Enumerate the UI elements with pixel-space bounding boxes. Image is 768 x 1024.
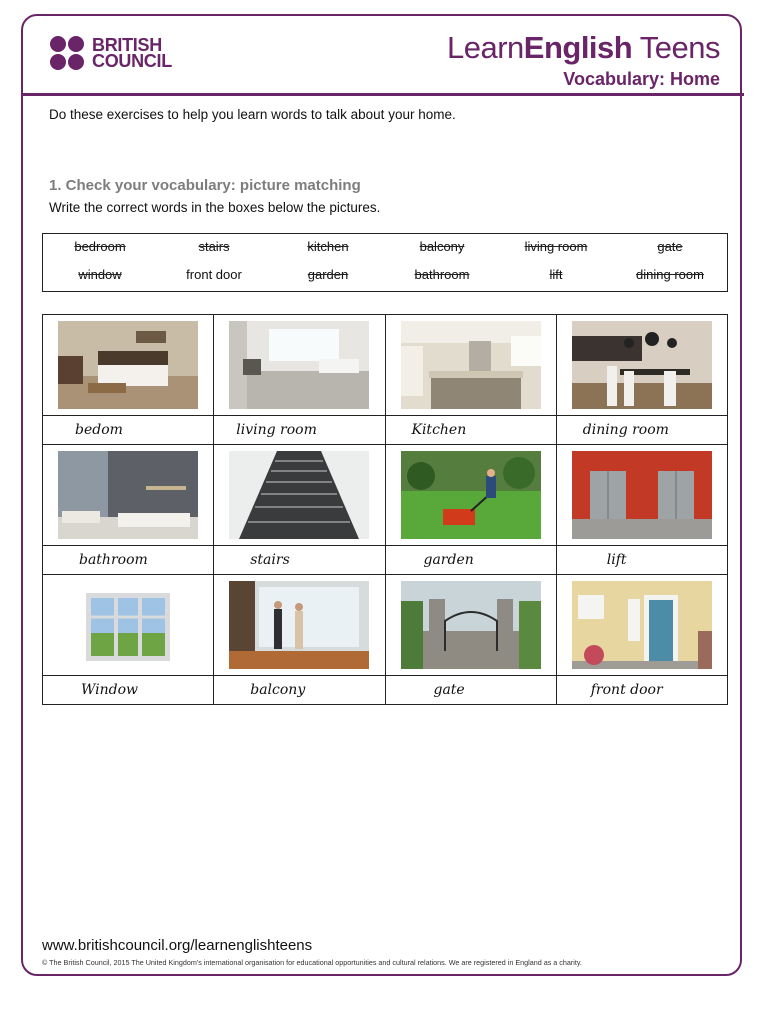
front-door-photo [572, 581, 712, 669]
word-bank-item: bedroom [74, 239, 126, 254]
section-title: 1. Check your vocabulary: picture matching [49, 177, 361, 194]
garden-photo [401, 451, 541, 539]
lift-photo [572, 451, 712, 539]
kitchen-photo [401, 321, 541, 409]
answer-field[interactable]: Kitchen [411, 422, 467, 438]
answer-field[interactable]: living room [236, 422, 317, 438]
bathroom-photo [58, 451, 198, 539]
word-bank-item: living room [524, 239, 588, 254]
balcony-photo [229, 581, 369, 669]
word-bank-item: stairs [198, 239, 230, 254]
section-instruction: Write the correct words in the boxes below the pictures. [49, 200, 381, 215]
answer-field[interactable]: Window [81, 682, 139, 698]
answer-field[interactable]: lift [606, 552, 627, 568]
page-subtitle: Vocabulary: Home [563, 69, 720, 89]
word-bank-item: front door [186, 267, 242, 282]
answer-field[interactable]: garden [423, 552, 474, 568]
dining-room-photo [572, 321, 712, 409]
answer-field[interactable]: front door [590, 682, 663, 698]
word-bank [42, 233, 728, 292]
word-bank-item: dining room [636, 267, 704, 282]
answer-field[interactable]: bedom [75, 422, 123, 438]
site-title: LearnEnglish Teens [446, 30, 720, 65]
footer-copyright: © The British Council, 2015 The United Kingdom's international organisation for educational opportunities and cultural relations. We are registered in England as a charity. [42, 958, 582, 967]
word-bank-item: lift [549, 267, 563, 282]
stairs-photo [229, 451, 369, 539]
header-divider [23, 93, 744, 96]
word-bank-item: kitchen [307, 239, 349, 254]
answer-field[interactable]: stairs [250, 552, 290, 568]
word-bank-item: bathroom [414, 267, 470, 282]
living-room-photo [229, 321, 369, 409]
word-bank-item: window [78, 267, 122, 282]
british-council-logo [50, 36, 172, 70]
word-bank-item: balcony [419, 239, 465, 254]
intro-text: Do these exercises to help you learn words to talk about your home. [49, 107, 456, 122]
logo-dots-icon [50, 36, 86, 70]
word-bank-item: gate [657, 239, 683, 254]
answer-field[interactable]: bathroom [79, 552, 148, 568]
answer-field[interactable]: dining room [582, 422, 669, 438]
answer-field[interactable]: balcony [250, 682, 306, 698]
picture-matching-grid [42, 314, 728, 705]
footer-url[interactable]: www.britishcouncil.org/learnenglishteens [42, 937, 313, 954]
word-bank-item: garden [307, 267, 349, 282]
window-photo [58, 581, 198, 669]
bedroom-photo [58, 321, 198, 409]
logo-text: BRITISH COUNCIL [92, 35, 172, 71]
gate-photo [401, 581, 541, 669]
answer-field[interactable]: gate [433, 682, 465, 698]
